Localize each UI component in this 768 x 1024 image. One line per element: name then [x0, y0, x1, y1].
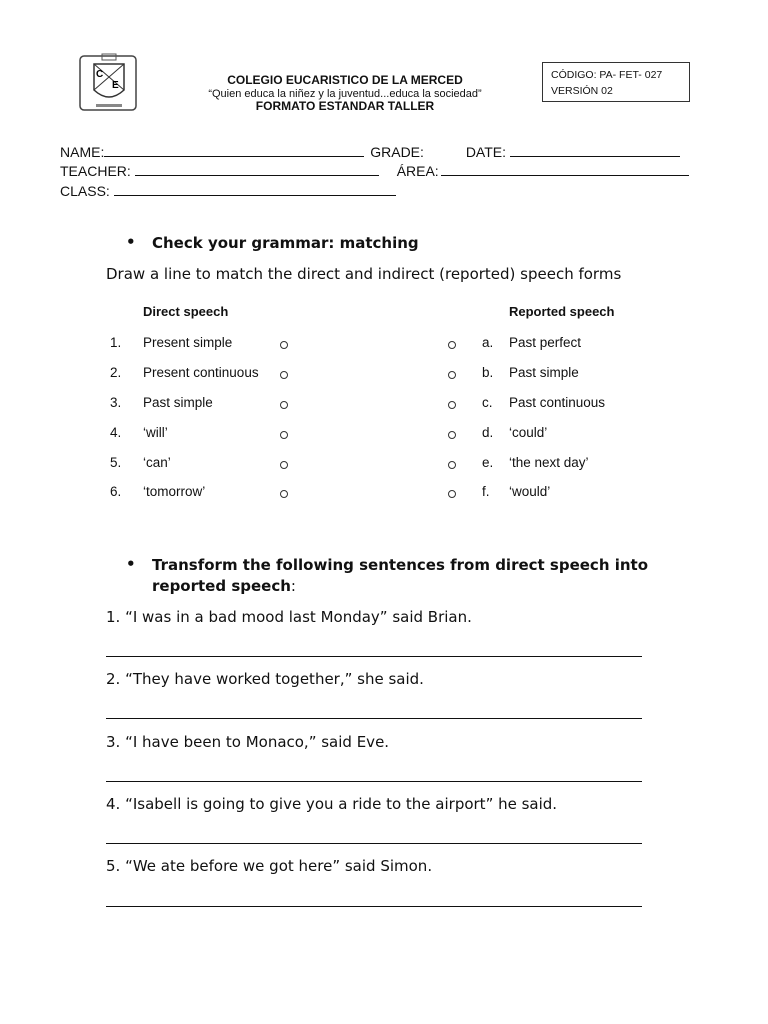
- transform-heading: • Transform the following sentences from direct speech into reported speech:: [126, 555, 649, 595]
- direct-item: Present continuous: [143, 365, 259, 380]
- direct-match-point[interactable]: [280, 371, 288, 379]
- school-name: COLEGIO EUCARISTICO DE LA MERCED: [227, 73, 463, 87]
- direct-match-point[interactable]: [280, 431, 288, 439]
- name-grade-date-row: [60, 145, 680, 159]
- reported-letter: b.: [482, 365, 494, 380]
- reported-letter: c.: [482, 395, 493, 410]
- direct-item: Present simple: [143, 335, 233, 350]
- matching-instruction: Draw a line to match the direct and indirect (reported) speech forms: [106, 265, 622, 283]
- reported-match-point[interactable]: [448, 371, 456, 379]
- direct-num: 1.: [110, 335, 122, 350]
- bullet-dot: •: [126, 555, 136, 573]
- answer-line[interactable]: [106, 781, 642, 782]
- teacher-area-row: [60, 164, 689, 178]
- answer-line[interactable]: [106, 906, 642, 907]
- document-code: CÓDIGO: PA- FET- 027: [551, 69, 663, 81]
- direct-num: 6.: [110, 484, 122, 499]
- direct-num: 2.: [110, 365, 122, 380]
- reported-item: ‘could’: [509, 425, 548, 440]
- date-line[interactable]: [510, 145, 680, 157]
- reported-match-point[interactable]: [448, 490, 456, 498]
- teacher-label: TEACHER:: [60, 163, 131, 179]
- reported-letter: f.: [482, 484, 490, 499]
- school-motto: “Quien educa la niñez y la juventud...educa la sociedad”: [208, 87, 482, 100]
- reported-item: Past perfect: [509, 335, 582, 350]
- class-row: [60, 184, 396, 198]
- direct-item: Past simple: [143, 395, 213, 410]
- matching-heading: • Check your grammar: matching: [126, 233, 419, 252]
- teacher-line[interactable]: [135, 164, 379, 176]
- sentence-item: 4. “Isabell is going to give you a ride to the airport” he said.: [106, 795, 558, 813]
- reported-item: Past continuous: [509, 395, 606, 410]
- reported-item: ‘the next day’: [509, 455, 589, 470]
- reported-match-point[interactable]: [448, 341, 456, 349]
- date-label: DATE:: [465, 144, 507, 160]
- sentence-item: 3. “I have been to Monaco,” said Eve.: [106, 733, 390, 751]
- logo-letter-e: E: [112, 80, 119, 91]
- document-version: VERSIÓN 02: [551, 85, 613, 98]
- name-label: NAME:: [60, 144, 105, 160]
- direct-match-point[interactable]: [280, 401, 288, 409]
- sentence-item: 2. “They have worked together,” she said.: [106, 670, 424, 688]
- direct-match-point[interactable]: [280, 490, 288, 498]
- reported-speech-header: Reported speech: [509, 304, 615, 319]
- direct-item: ‘tomorrow’: [143, 484, 206, 499]
- answer-line[interactable]: [106, 656, 642, 657]
- document-code-box: [542, 62, 690, 102]
- direct-item: ‘can’: [143, 455, 171, 470]
- direct-num: 4.: [110, 425, 122, 440]
- reported-match-point[interactable]: [448, 401, 456, 409]
- reported-item: ‘would’: [509, 484, 551, 499]
- reported-letter: d.: [482, 425, 494, 440]
- name-line[interactable]: [104, 145, 364, 157]
- class-line[interactable]: [114, 184, 396, 196]
- reported-match-point[interactable]: [448, 461, 456, 469]
- area-label: ÁREA:: [396, 163, 439, 179]
- reported-letter: e.: [482, 455, 494, 470]
- grade-label: GRADE:: [370, 144, 424, 160]
- logo-letter-c: C: [96, 69, 104, 80]
- reported-letter: a.: [482, 335, 494, 350]
- format-title: FORMATO ESTANDAR TALLER: [255, 99, 435, 114]
- direct-num: 5.: [110, 455, 122, 470]
- class-label: CLASS:: [60, 183, 110, 199]
- direct-match-point[interactable]: [280, 341, 288, 349]
- direct-num: 3.: [110, 395, 122, 410]
- direct-speech-header: Direct speech: [143, 304, 229, 319]
- area-line[interactable]: [441, 164, 689, 176]
- sentence-item: 1. “I was in a bad mood last Monday” said Brian.: [106, 608, 472, 626]
- direct-item: ‘will’: [143, 425, 168, 440]
- sentence-item: 5. “We ate before we got here” said Simon.: [106, 857, 433, 875]
- direct-match-point[interactable]: [280, 461, 288, 469]
- reported-match-point[interactable]: [448, 431, 456, 439]
- answer-line[interactable]: [106, 718, 642, 719]
- school-logo: [78, 50, 140, 112]
- bullet-dot: •: [126, 233, 136, 251]
- answer-line[interactable]: [106, 843, 642, 844]
- reported-item: Past simple: [509, 365, 579, 380]
- school-header: [170, 74, 520, 114]
